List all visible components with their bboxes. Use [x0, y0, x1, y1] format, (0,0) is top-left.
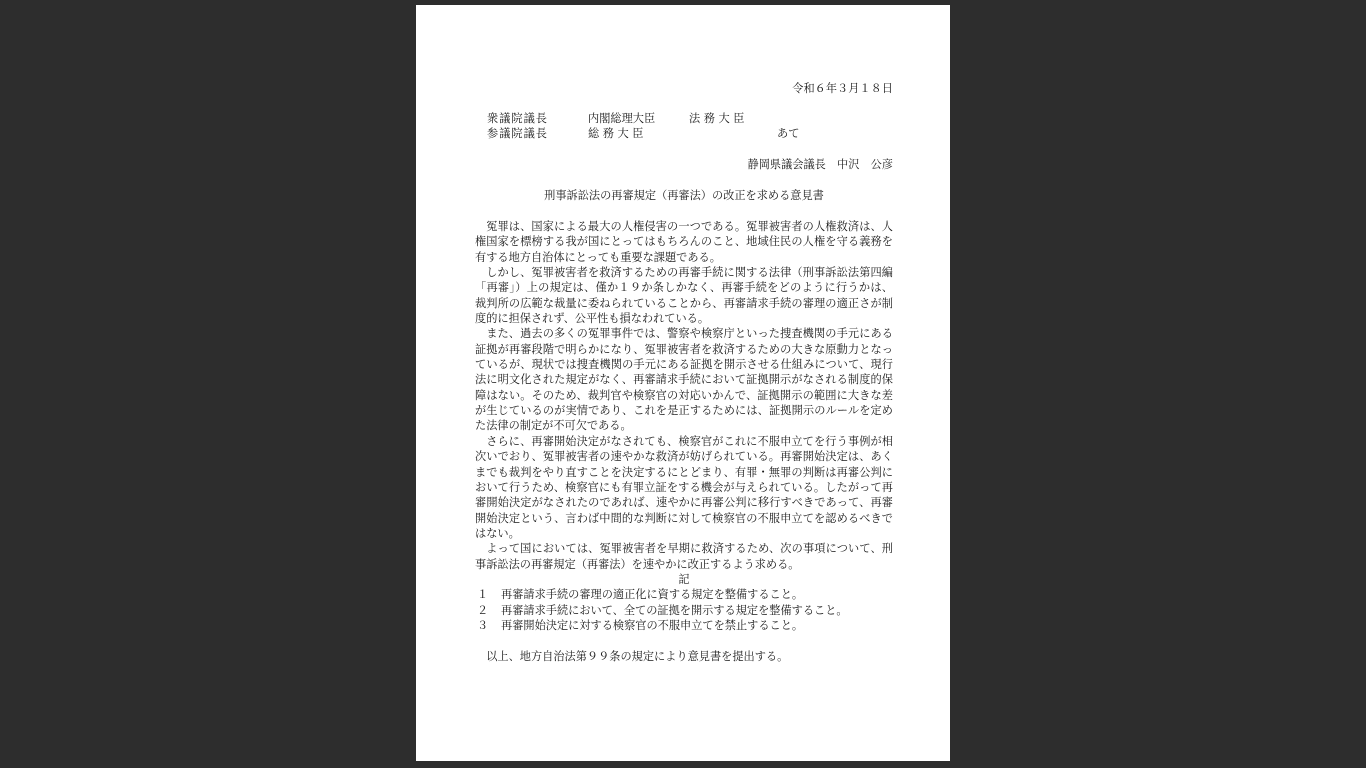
recipients-block	[487, 111, 817, 142]
list-item-number: ２	[477, 603, 489, 617]
paragraph-3: また、過去の多くの冤罪事件では、警察や検察庁といった捜査機関の手元にある証拠が再審段階で明らかになり、冤罪被害者を救済するための大きな原動力となっているが、現状では捜査機関の手元にある証拠を開示させる仕組みについて、現行法に明文化された規定がなく、再審請求手続において証拠開示がなされる制度的保障はない。そのため、裁判官や検察官の対応いかんで、証拠開示の範囲に大きな差が生じているのが実情であり、これを是正するためには、証拠開示のルールを定めた法律の制定が不可欠である。	[475, 327, 893, 433]
list-item	[475, 618, 893, 633]
closing-statement: 以上、地方自治法第９９条の規定により意見書を提出する。	[486, 649, 789, 663]
paragraph-1: 冤罪は、国家による最大の人権侵害の一つである。冤罪被害者の人権救済は、人権国家を標榜する我が国にとってはもちろんのこと、地域住民の人権を守る義務を有する地方自治体にとっても重要な課題である。	[475, 220, 893, 264]
recipient-internal-affairs-minister: 総 務 大 臣	[588, 127, 644, 141]
paragraph-2: しかし、冤罪被害者を救済するための再審手続に関する法律（刑事訴訟法第四編「再審」）上の規定は、僅か１９か条しかなく、再審手続をどのように行うかは、裁判所の広範な裁量に委ねられていることから、再審請求手続の審理の適正さが制度的に担保されず、公平性も損なわれている。	[475, 266, 893, 326]
ki-heading: 記	[678, 572, 690, 586]
document-body	[475, 219, 893, 664]
recipient-justice-minister: 法 務 大 臣	[689, 112, 745, 125]
recipients-row-2	[487, 126, 817, 141]
recipients-suffix: あて	[777, 127, 800, 141]
list-item-text: 再審開始決定に対する検察官の不服申立てを禁止すること。	[501, 618, 804, 632]
document-title: 刑事訴訟法の再審規定（再審法）の改正を求める意見書	[544, 189, 824, 202]
paragraph-5: よって国においては、冤罪被害者を早期に救済するため、次の事項について、刑事訴訟法の再審規定（再審法）を速やかに改正するよう求める。	[475, 542, 893, 571]
list-item	[475, 603, 893, 618]
recipient-shugiin-speaker: 衆議院議長	[487, 112, 548, 125]
list-item	[475, 587, 893, 602]
recipient-prime-minister: 内閣総理大臣	[588, 112, 656, 125]
paragraph-4: さらに、再審開始決定がなされても、検察官がこれに不服申立てを行う事例が相次いでおり、冤罪被害者の速やかな救済が妨げられている。再審開始決定は、あくまでも裁判をやり直すことを決定するにとどまり、有罪・無罪の判断は再審公判において行うため、検察官にも有罪立証をする機会が与えられている。したがって再審開始決定がなされたのであれば、速やかに再審公判に移行すべきであって、再審開始決定という、言わば中間的な判断に対して検察官の不服申立てを認めるべきではない。	[475, 434, 893, 540]
document-date: 令和６年３月１８日	[792, 82, 893, 95]
document-page	[416, 5, 950, 761]
sender-line: 静岡県議会議長 中沢 公彦	[747, 158, 893, 171]
recipients-row-1	[487, 111, 817, 126]
list-item-number: １	[477, 588, 489, 602]
list-item-text: 再審請求手続において、全ての証拠を開示する規定を整備すること。	[501, 603, 848, 617]
list-item-text: 再審請求手続の審理の適正化に資する規定を整備すること。	[501, 588, 804, 602]
list-item-number: ３	[477, 618, 489, 632]
recipient-sangiin-speaker: 参議院議長	[487, 127, 548, 141]
